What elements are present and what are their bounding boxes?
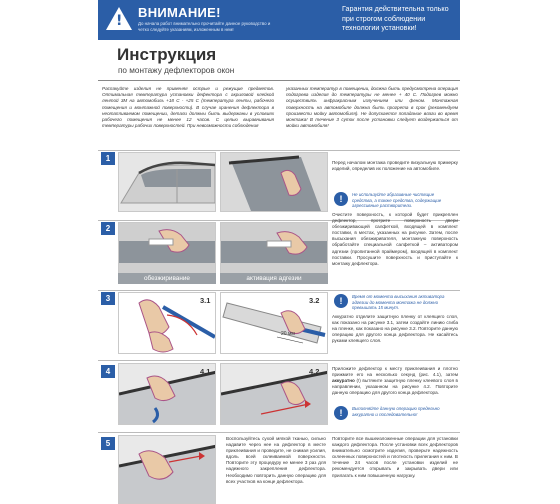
step-2-label-degrease: обезжиривание <box>118 273 216 284</box>
step-2-tip-text: Не используйте абразивные чистящие средства, а также средства, содержащие агрессивные растворители. <box>352 192 442 209</box>
warning-banner <box>98 0 518 40</box>
step-4-text-emphasis: аккуратно <box>332 378 355 384</box>
left-margin <box>0 0 98 504</box>
step-4-text <box>332 366 458 396</box>
no-tools-icon <box>530 5 560 35</box>
guarantee-text: Гарантия действительна только при строгом соблюдении технологии установки! <box>342 4 449 32</box>
step-3-text: Аккуратно отделите защитную пленку от клеящего слоя, как показано на рисунке 3.1, затем создайте линию сгиба на пленке, как показано на рисунке 3.2. Повторите данную операцию для другого конца дефлектора. Не касайтесь руками клеящего слоя. <box>332 314 458 344</box>
step-3-tip-text: Время от момента высыхания активатора адгезии до момента монтажа не должно превышать 15 минут. <box>352 294 445 311</box>
temp-minus-label: +18 <box>507 21 518 27</box>
step-1-badge: 1 <box>101 152 115 165</box>
step-3-tip <box>332 292 458 313</box>
page-subtitle: по монтажу дефлекторов окон <box>118 66 235 75</box>
step-2-badge: 2 <box>101 222 115 235</box>
step-4-sub-b: 4.2 <box>309 367 320 376</box>
warning-text: До начала работ внимательно прочитайте данное руководство и четко следуйте указаниям, изложенным в нем! <box>138 21 271 32</box>
step-2-text: Очистите поверхность, к которой будет прикреплен дефлектор, протрите поверхность двери обезжиривающей салфеткой, входящей в комплект поставки, в местах, указанных на рисунке. Затем, после высыхания обезжиривателя, монтажную поверхность обработайте специальной салфеткой – активатором адгезии (пропитанной праймером), входящей в комплект поставки. Просушите поверхность и приступайте к монтажу дефлектора. <box>332 212 458 266</box>
step-4-sub-a: 4.1 <box>200 367 211 376</box>
right-margin <box>460 0 560 504</box>
step-1-text: Перед началом монтажа проведите визуальную примерку изделий, определив их положение на автомобиле. <box>332 160 458 172</box>
thermometer-icon <box>496 5 524 35</box>
step-2-tip <box>332 190 458 211</box>
intro-right-text: указанных температур в помещении, должна быть предусмотрена операция подогрева изделия до температуры не менее + 40 С. Подогрев можно осуществить инфракрасным излучением или феном. Монтажная поверхность на автомобиле должна быть прогрета в срок (рекомендуем произвести мойку автомобиля). Не допускается попадание влаги во время монтажа! В течение 3 суток после установки следует воздержаться от мойки автомобиля! <box>286 86 458 129</box>
info-icon: ! <box>334 192 348 206</box>
step-3-divider <box>98 290 460 291</box>
step-5-text-a: Воспользуйтесь сухой мягкой тканью, сильно надавите через нее на дефлектор в месте приклеивания и проведите, не снимая усилия, вдоль всей склеиваемой поверхности. Повторите эту процедуру не менее 3 раз для надежного закрепления дефлектора. Необходимо повторить данную операцию для всех участков на конце дефлектора. <box>226 436 326 484</box>
step-4-tip <box>332 404 458 419</box>
step-1-divider <box>98 150 460 151</box>
step-5-image <box>118 435 216 504</box>
warning-icon: ! <box>106 7 132 30</box>
step-3-sub-b: 3.2 <box>309 296 320 305</box>
step-3-badge: 3 <box>101 292 115 305</box>
page-title: Инструкция <box>117 45 217 64</box>
step-1-image-a <box>118 152 216 212</box>
step-5-divider <box>98 432 460 433</box>
step-4-text-b: (!) вытяните защитную пленку клеевого слоя в направлении, указанном на рисунке 4.2. Повторите данную операцию для другого конца дефлектора. <box>332 378 458 396</box>
step-5-badge: 5 <box>101 437 115 450</box>
step-4-badge: 4 <box>101 365 115 378</box>
step-2-label-activation: активация адгезии <box>220 273 328 284</box>
step-3-dimension: 20 мм <box>281 331 295 337</box>
step-4-tip-text: Выполняйте данную операцию предельно аккуратно и последовательно! <box>352 406 440 417</box>
title-divider <box>98 80 460 81</box>
intro-left-text: Распакуйте изделия не применяя острые и режущие предметов. Оптимальная температура установки дефектора с акриловой клейкой лентой 3М на автомобиль +18 С - +25 С (температура ленты, рабочего помещения и монтажной поверхности). В случае хранения дефлектора в неотапливаемом помещении, детали должны быть выдержаны в условиях рабочего помещения не менее 12 часов. С целью выравнивания температуры рабочих поверхностей. При невозможности соблюдения <box>102 86 274 129</box>
step-4-text-a: Приложите дефлектор к месту приклеивания и плотно прижмите его на несколько секунд (рис. 4.1), затем <box>332 366 458 378</box>
info-icon: ! <box>334 406 348 420</box>
temp-plus-label: +25 <box>507 11 518 17</box>
step-3-sub-a: 3.1 <box>200 296 211 305</box>
step-4-divider <box>98 360 460 361</box>
warning-title: ВНИМАНИЕ! <box>138 5 221 20</box>
step-5-text-b: Повторите все вышеизложенные операции для установки каждого дефлектора. После установки всех дефлекторов внимательно осмотрите изделия, проверьте надежность склеенных поверхностей и плотность прилегания к ним. В течение 24 часов после установки изделий не рекомендуется открывать и закрывать двери или прилагать к ним повышенную нагрузку. <box>332 436 458 478</box>
info-icon: ! <box>334 294 348 308</box>
step-1-image-b <box>220 152 328 212</box>
